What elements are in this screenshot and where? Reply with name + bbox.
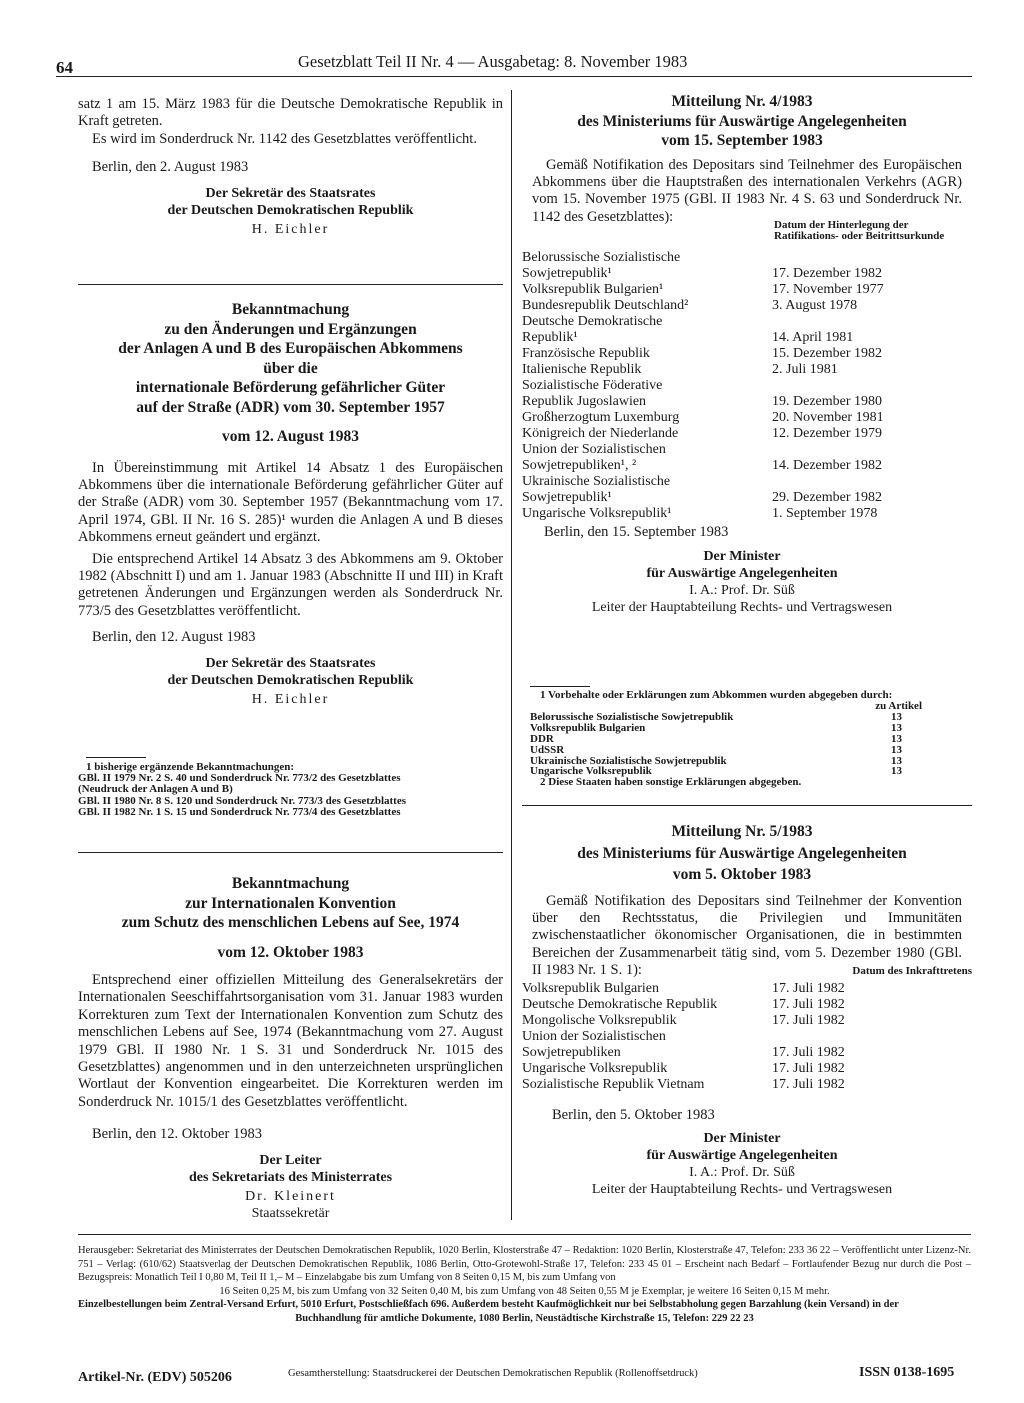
article-number: Artikel-Nr. (EDV) 505206 bbox=[78, 1370, 232, 1385]
deposit-date: 17. Juli 1982 bbox=[772, 1044, 845, 1060]
signatory-name: I. A.: Prof. Dr. Süß bbox=[689, 1164, 795, 1180]
footnote-state: Ungarische Volksrepublik bbox=[530, 765, 652, 778]
state-name: Königreich der Niederlande bbox=[522, 426, 679, 442]
state-name-line: Deutsche Demokratische bbox=[522, 314, 663, 330]
footnote-article: 13 bbox=[891, 754, 902, 767]
announcement-heading: Bekanntmachung bbox=[231, 301, 350, 318]
table-row bbox=[522, 362, 962, 378]
table-row bbox=[522, 1029, 962, 1045]
signatory-title: Der Minister bbox=[703, 1130, 781, 1146]
table-row bbox=[522, 314, 962, 330]
adr-announcement bbox=[78, 300, 503, 708]
footnote-article: 13 bbox=[891, 722, 902, 735]
table-row bbox=[522, 298, 962, 314]
issn: ISSN 0138-1695 bbox=[859, 1365, 955, 1380]
footnote-state: UdSSR bbox=[530, 743, 565, 756]
announcement-subtitle-line: auf der Straße (ADR) vom 30. September 1957 bbox=[136, 398, 445, 416]
table-row bbox=[522, 474, 962, 490]
table-row bbox=[522, 394, 962, 410]
deposit-date: 15. Dezember 1982 bbox=[772, 346, 883, 362]
imprint-orders-text: Einzelbestellungen beim Zentral-Versand Erfurt, 5010 Erfurt, Postschließfach 696. Außerdem besteht Kaufmöglichkeit nur bei Selbstabholung gegen Barzahlung (kein Versand) in der bbox=[78, 1299, 899, 1311]
announcement-date-line: vom 12. Oktober 1983 bbox=[217, 943, 364, 961]
page-number: 64 bbox=[56, 58, 73, 77]
deposit-date: 20. November 1981 bbox=[772, 410, 884, 426]
signatory-name: H. Eichler bbox=[251, 221, 330, 237]
signatory-name: H. Eichler bbox=[251, 691, 330, 707]
signatory-role: Staatssekretär bbox=[251, 1205, 330, 1221]
footnote-table-row bbox=[530, 745, 962, 756]
state-name: Großherzogtum Luxemburg bbox=[522, 410, 680, 426]
section-rule bbox=[78, 284, 503, 285]
table-row bbox=[522, 1013, 962, 1029]
state-name: Sozialistische Republik Vietnam bbox=[522, 1076, 705, 1092]
deposit-date: 3. August 1978 bbox=[772, 298, 858, 314]
table-row bbox=[522, 266, 962, 282]
state-name: Sowjetrepubliken¹, ² bbox=[522, 458, 637, 474]
footnote-state: Ukrainische Sozialistische Sowjetrepublik bbox=[530, 754, 727, 767]
table-row bbox=[522, 458, 962, 474]
state-name-line: Belorussische Sozialistische bbox=[522, 250, 681, 266]
imprint-rule bbox=[78, 1234, 971, 1235]
notice-paragraph: Gemäß Notifikation des Depositars sind Teilnehmer der Konvention über den Rechtsstatus, die Privilegien und Immunitäten zwischenstaatlicher ökonomischer Organisationen, die in bestimmten Bereichen der Zusammenarbeit tätig sind, vom 5. Dezember 1980 (GBl. II 1983 Nr. 1 S. 1): bbox=[532, 892, 962, 979]
page-header-title: Gesetzblatt Teil II Nr. 4 — Ausgabetag: 8. November 1983 bbox=[298, 52, 688, 71]
state-name-line: Union der Sozialistischen bbox=[522, 1028, 666, 1044]
state-name: Ungarische Volksrepublik bbox=[522, 1060, 668, 1076]
state-name: Volksrepublik Bulgarien bbox=[522, 980, 660, 996]
notice-date-line: vom 15. September 1983 bbox=[661, 132, 823, 149]
signatory-title: Der Leiter bbox=[259, 1152, 322, 1168]
publication-note: Es wird im Sonderdruck Nr. 1142 des Gesetzblattes veröffentlicht. bbox=[92, 130, 477, 147]
states-parties-table bbox=[522, 981, 962, 1093]
announcement-subtitle-line: zu den Änderungen und Ergänzungen bbox=[164, 320, 417, 338]
footnote-rule bbox=[86, 757, 146, 758]
signatory-institution: des Sekretariats des Ministerrates bbox=[188, 1169, 393, 1185]
state-name-line: Ukrainische Sozialistische bbox=[522, 474, 671, 490]
notice-5-1983 bbox=[522, 822, 972, 1198]
state-name: Republik¹ bbox=[522, 330, 578, 346]
notice-paragraph: Gemäß Notifikation des Depositars sind Teilnehmer des Europäischen Abkommens über die Hauptstraßen des internationalen Verkehrs (AGR) vom 15. November 1975 (GBl. II 1983 Nr. 4 S. 63 und Sonderdruck Nr. 1142 des Gesetzblattes): bbox=[532, 156, 962, 225]
announcement-subtitle-line: zur Internationalen Konvention bbox=[185, 894, 396, 912]
announcement-subtitle-line: über die bbox=[263, 359, 318, 377]
state-name: Deutsche Demokratische Republik bbox=[522, 996, 718, 1012]
signatory-title: Der Sekretär des Staatsrates bbox=[205, 185, 376, 201]
table-row bbox=[522, 346, 962, 362]
state-name: Französische Republik bbox=[522, 346, 650, 362]
footnote-line: 2 Diese Staaten haben sonstige Erklärungen abgegeben. bbox=[540, 776, 802, 789]
deposit-date: 17. Juli 1982 bbox=[772, 1076, 845, 1092]
table-row bbox=[522, 282, 962, 298]
footnote-rule bbox=[530, 686, 590, 687]
signing-date: Berlin, den 12. August 1983 bbox=[92, 629, 256, 646]
state-name: Sowjetrepublik¹ bbox=[522, 266, 612, 282]
table-row bbox=[522, 490, 962, 506]
signatory-institution: der Deutschen Demokratischen Republik bbox=[167, 672, 414, 688]
state-name: Volksrepublik Bulgarien¹ bbox=[522, 282, 664, 298]
header-rule bbox=[56, 76, 972, 77]
announcement-paragraph: Entsprechend einer offiziellen Mitteilung des Generalsekretärs der Internationalen Seeschiffahrtsorganisation vom 31. Januar 1983 wurden Korrekturen zum Text der Internationalen Konvention zum Schutz des menschlichen Lebens auf See, 1974 (Bekanntmachung vom 27. August 1979 GBl. II 1980 Nr. 1 S. 31 und Sonderdruck Nr. 1015 des Gesetzblattes) angenommen und in den unterzeichneten ursprünglichen Wortlaut der Konvention eingearbeitet. Die Korrekturen werden im Sonderdruck Nr. 1015/1 des Gesetzblattes veröffentlicht. bbox=[78, 972, 503, 1110]
reservations-table bbox=[530, 712, 962, 777]
deposit-date: 14. Dezember 1982 bbox=[772, 458, 883, 474]
footnote-article: 13 bbox=[891, 765, 902, 778]
state-name: Sowjetrepublik¹ bbox=[522, 490, 612, 506]
deposit-date: 17. Juli 1982 bbox=[772, 996, 845, 1012]
signing-date: Berlin, den 2. August 1983 bbox=[92, 159, 249, 176]
state-name: Bundesrepublik Deutschland² bbox=[522, 298, 689, 314]
table-column-heading: Datum der Hinterlegung der Ratifikations- oder Beitrittsurkunde bbox=[774, 219, 945, 243]
imprint-bookshop-text: Buchhandlung für amtliche Dokumente, 1080 Berlin, Neustädtische Kirchstraße 15, Telefon: 229 22 23 bbox=[295, 1312, 754, 1324]
footnote-line: 1 bisherige ergänzende Bekanntmachungen: bbox=[86, 761, 295, 773]
printer-note: Gesamtherstellung: Staatsdruckerei der Deutschen Demokratischen Republik (Rollenoffsetdruck) bbox=[288, 1368, 698, 1379]
announcement-subtitle-line: internationale Beförderung gefährlicher Güter bbox=[135, 379, 446, 396]
table-column-heading: Datum des Inkrafttretens bbox=[852, 964, 972, 977]
signatory-name: I. A.: Prof. Dr. Süß bbox=[689, 582, 795, 598]
state-name: Mongolische Volksrepublik bbox=[522, 1012, 677, 1028]
notice-date-line: vom 5. Oktober 1983 bbox=[672, 866, 812, 883]
signatory-title: Der Sekretär des Staatsrates bbox=[205, 655, 376, 671]
section-rule bbox=[78, 852, 503, 853]
footnote-line: 1 Vorbehalte oder Erklärungen zum Abkommen wurden abgegeben durch: bbox=[540, 689, 893, 701]
table-row bbox=[522, 410, 962, 426]
deposit-date: 1. September 1978 bbox=[772, 506, 878, 522]
signing-date: Berlin, den 5. Oktober 1983 bbox=[552, 1106, 715, 1123]
footnote-article: 13 bbox=[891, 711, 902, 724]
signatory-institution: für Auswärtige Angelegenheiten bbox=[646, 1147, 838, 1163]
signatory-name: Dr. Kleinert bbox=[245, 1188, 336, 1204]
notice-heading: Mitteilung Nr. 5/1983 bbox=[671, 823, 813, 840]
deposit-date: 17. Juli 1982 bbox=[772, 1060, 845, 1076]
state-name: Republik Jugoslawien bbox=[522, 394, 647, 410]
signatory-title: Der Minister bbox=[703, 548, 781, 564]
signing-date: Berlin, den 15. September 1983 bbox=[544, 524, 729, 541]
notice-issuer: des Ministeriums für Auswärtige Angelegenheiten bbox=[577, 844, 907, 862]
footnote-line: (Neudruck der Anlagen A und B) bbox=[78, 783, 233, 796]
table-row bbox=[522, 378, 962, 394]
deposit-date: 14. April 1981 bbox=[772, 330, 854, 346]
imprint-publisher-text: Herausgeber: Sekretariat des Ministerrates der Deutschen Demokratischen Republik, 1020 Berlin, Klosterstraße 47 – Redaktion: 1020 Berlin, Klosterstraße 47, Telefon: 233 36 22 – Veröffentlicht unter Lizenz-Nr. 751 – Verlag: (610/62) Staatsverlag der Deutschen Demokratischen Republik, 1086 Berlin, Otto-Grotewohl-Straße 17, Telefon: 233 45 01 – Erscheint nach Bedarf – Fortlaufender Bezug nur durch die Post – Bezugspreis: Monatlich Teil I 0,80 M, Teil II 1,– M – Einzelabgabe bis zum Umfang von 8 Seiten 0,15 M, bis zum Umfang von bbox=[78, 1245, 971, 1284]
imprint-price-text: 16 Seiten 0,25 M, bis zum Umfang von 32 Seiten 0,40 M, bis zum Umfang von 48 Seiten 0,55 M je Exemplar, je weitere 16 Seiten 0,15 M mehr. bbox=[219, 1285, 830, 1297]
notice-issuer: des Ministeriums für Auswärtige Angelegenheiten bbox=[577, 112, 907, 130]
footnote-article: 13 bbox=[891, 733, 902, 745]
signatory-role: Leiter der Hauptabteilung Rechts- und Vertragswesen bbox=[591, 1181, 893, 1197]
footnote-state: DDR bbox=[530, 733, 554, 745]
deposit-date: 17. November 1977 bbox=[772, 282, 884, 298]
table-row bbox=[522, 506, 962, 522]
table-row bbox=[522, 426, 962, 442]
state-name: Ungarische Volksrepublik¹ bbox=[522, 506, 672, 522]
deposit-date: 19. Dezember 1980 bbox=[772, 394, 883, 410]
announcement-paragraph: In Übereinstimmung mit Artikel 14 Absatz 1 des Europäischen Abkommens über die internationale Beförderung gefährlicher Güter auf der Straße (ADR) vom 30. September 1957 (Bekanntmachung vom 17. April 1974, GBl. II Nr. 16 S. 285)¹ wurden die Anlagen A und B dieses Abkommens erneut geändert und ergänzt. bbox=[78, 459, 503, 546]
state-name: Sowjetrepubliken bbox=[522, 1044, 621, 1060]
notice-4-1983 bbox=[522, 92, 962, 616]
table-row bbox=[522, 981, 962, 997]
footnote-state: Belorussische Sozialistische Sowjetrepublik bbox=[530, 711, 734, 724]
states-parties-table bbox=[522, 250, 962, 522]
solas-announcement bbox=[78, 874, 503, 1222]
left-continuation-section bbox=[78, 96, 503, 238]
announcement-subtitle-line: der Anlagen A und B des Europäischen Abkommens bbox=[118, 340, 463, 357]
announcement-subtitle-line: zum Schutz des menschlichen Lebens auf See, 1974 bbox=[121, 914, 460, 931]
footnote-line: GBl. II 1982 Nr. 1 S. 15 und Sonderdruck Nr. 773/4 des Gesetzblattes bbox=[78, 805, 401, 818]
notice-heading: Mitteilung Nr. 4/1983 bbox=[671, 93, 813, 110]
deposit-date: 2. Juli 1981 bbox=[772, 362, 838, 378]
deposit-date: 29. Dezember 1982 bbox=[772, 490, 883, 506]
deposit-date: 17. Juli 1982 bbox=[772, 980, 845, 996]
imprint bbox=[78, 1244, 971, 1326]
table-row bbox=[522, 1061, 962, 1077]
table-row bbox=[522, 330, 962, 346]
table-row bbox=[522, 250, 962, 266]
section-rule bbox=[522, 805, 972, 806]
footnote-line: GBl. II 1979 Nr. 2 S. 40 und Sonderdruck Nr. 773/2 des Gesetzblattes bbox=[78, 772, 401, 785]
footnote-article: 13 bbox=[891, 743, 902, 756]
announcement-date-line: vom 12. August 1983 bbox=[222, 428, 359, 445]
state-name-line: Union der Sozialistischen bbox=[522, 442, 666, 458]
signing-date: Berlin, den 12. Oktober 1983 bbox=[92, 1126, 262, 1143]
signatory-institution: für Auswärtige Angelegenheiten bbox=[646, 565, 838, 581]
announcement-heading: Bekanntmachung bbox=[231, 875, 350, 892]
signatory-institution: der Deutschen Demokratischen Republik bbox=[167, 202, 414, 218]
table-row bbox=[522, 997, 962, 1013]
table-row bbox=[522, 442, 962, 458]
column-divider bbox=[511, 90, 512, 1220]
continuation-paragraph: satz 1 am 15. März 1983 für die Deutsche Demokratische Republik in Kraft getreten. bbox=[78, 96, 503, 130]
signatory-role: Leiter der Hauptabteilung Rechts- und Vertragswesen bbox=[591, 599, 893, 615]
deposit-date: 17. Juli 1982 bbox=[772, 1012, 845, 1028]
table-row bbox=[522, 1045, 962, 1061]
state-name-line: Sozialistische Föderative bbox=[522, 378, 663, 394]
deposit-date: 12. Dezember 1979 bbox=[772, 426, 883, 442]
announcement-paragraph: Die entsprechend Artikel 14 Absatz 3 des Abkommens am 9. Oktober 1982 (Abschnitt I) und am 1. Januar 1983 (Abschnitte II und III) in Kraft getretenen Änderungen und Ergänzungen werden als Sonderdruck Nr. 773/5 des Gesetzblattes veröffentlicht. bbox=[78, 550, 503, 619]
footnote-column-heading: zu Artikel bbox=[875, 700, 922, 713]
adr-footnotes bbox=[78, 762, 503, 818]
deposit-date: 17. Dezember 1982 bbox=[772, 266, 883, 282]
table-row bbox=[522, 1077, 962, 1093]
state-name: Italienische Republik bbox=[522, 362, 642, 378]
footnote-state: Volksrepublik Bulgarien bbox=[530, 722, 646, 735]
notice-4-footnotes bbox=[530, 690, 962, 788]
footnote-line: GBl. II 1980 Nr. 8 S. 120 und Sonderdruck Nr. 773/3 des Gesetzblattes bbox=[78, 794, 406, 807]
